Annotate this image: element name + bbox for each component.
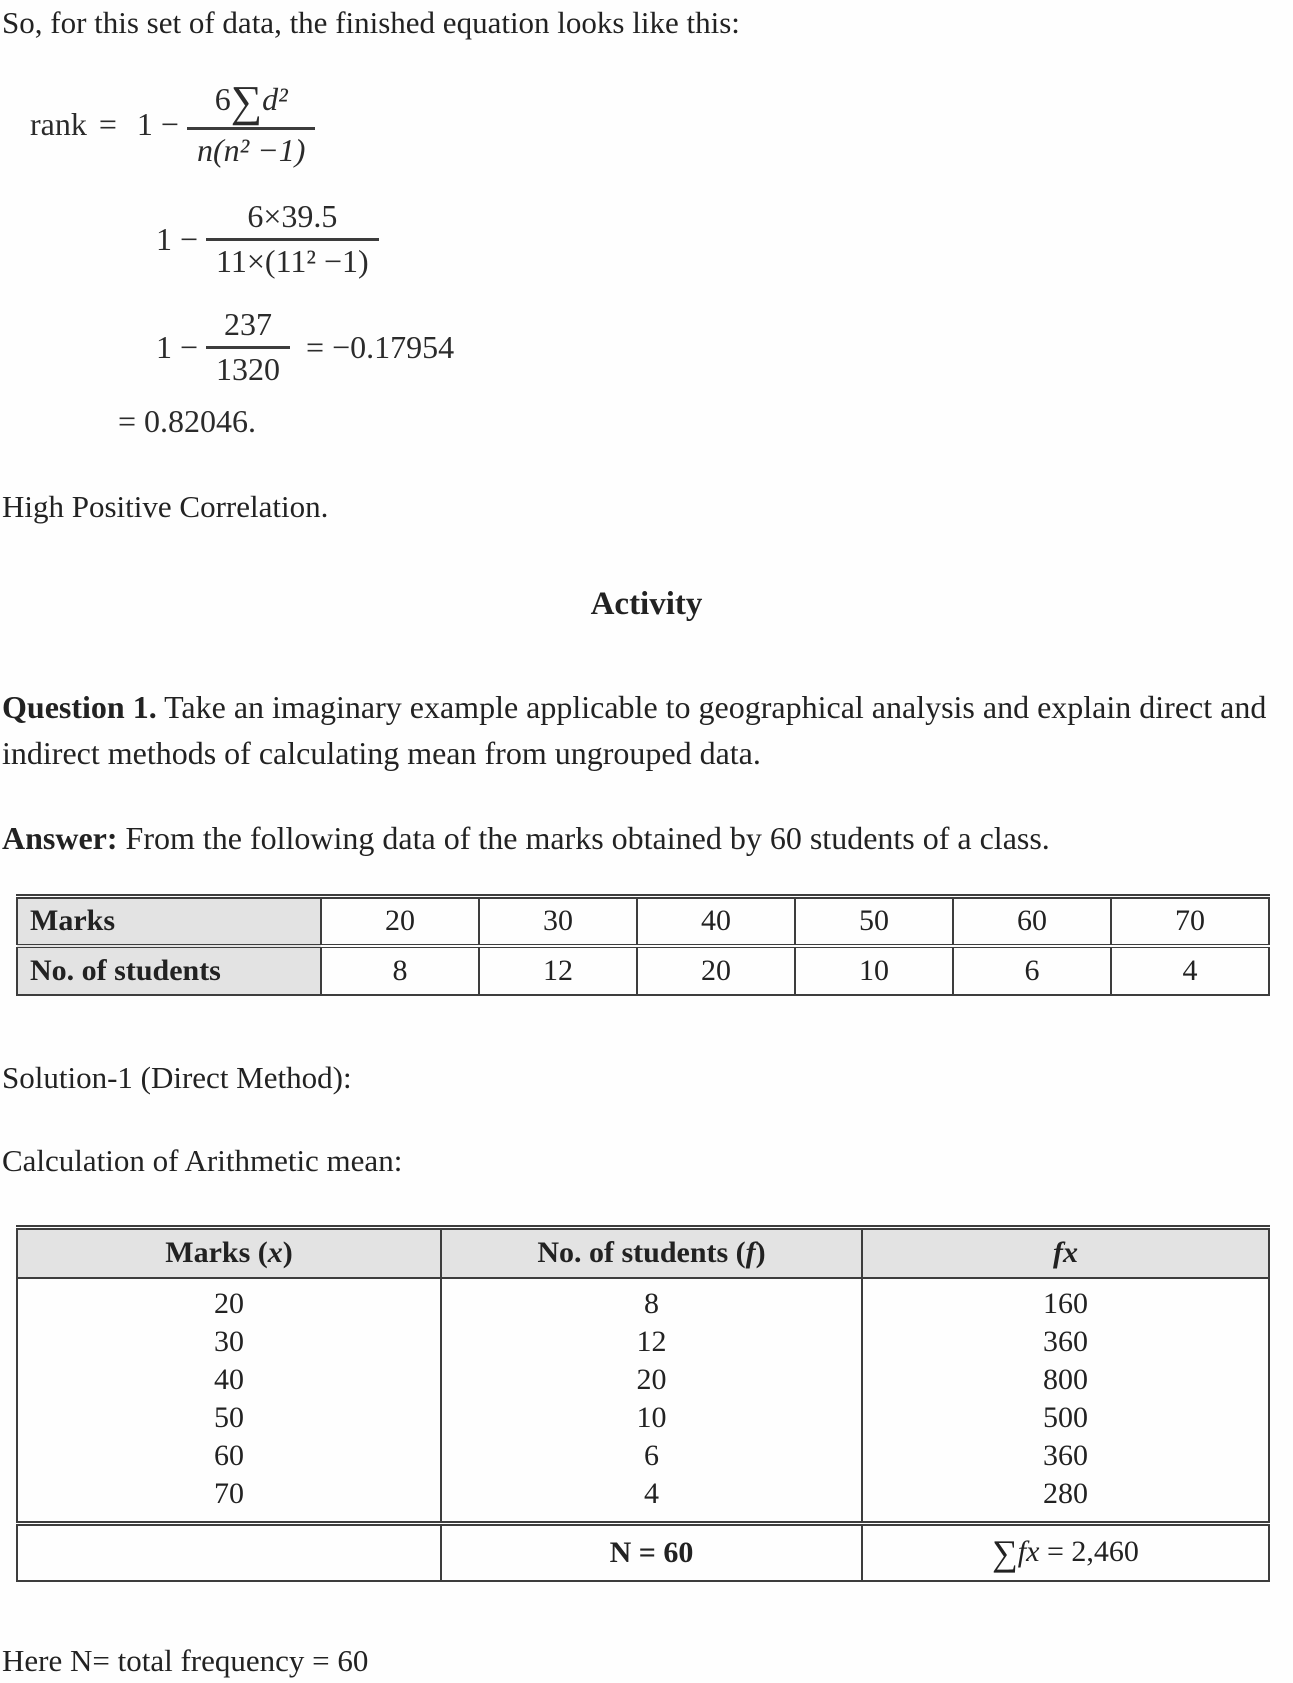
intermediate-result: = −0.17954: [306, 328, 455, 365]
one-minus-term: 1 −: [136, 106, 179, 142]
d-squared-term: d²: [262, 81, 288, 117]
equals-sign: =: [98, 106, 117, 142]
cell-fx: 360: [862, 1437, 1269, 1475]
table-cell-students: 12: [479, 946, 637, 995]
cell-f: 20: [441, 1361, 862, 1399]
final-result-equation: [118, 403, 256, 440]
column-header-fx: [862, 1228, 1269, 1278]
cell-f: 4: [441, 1475, 862, 1524]
question-text: Take an imaginary example applicable to geographical analysis and explain direct and indirect methods of calculating mean from ungrouped data.: [2, 689, 1267, 771]
table-cell-students: 4: [1111, 946, 1269, 995]
table-cell-mark: 30: [479, 897, 637, 946]
fraction-numerator: [187, 77, 316, 127]
rank-label: rank: [30, 106, 87, 142]
cell-x: 70: [17, 1475, 441, 1524]
cell-fx: 360: [862, 1323, 1269, 1361]
fraction-denominator: 1320: [206, 346, 290, 388]
x-variable: x: [267, 1236, 283, 1270]
fraction-numerator: 237: [224, 306, 273, 342]
cell-x: 60: [17, 1437, 441, 1475]
fraction-denominator: 11×(11² −1): [206, 238, 379, 280]
calculation-heading: Calculation of Arithmetic mean:: [2, 1143, 403, 1178]
substitution-fraction: [206, 198, 379, 280]
table-row: [17, 1475, 1269, 1524]
answer-label: Answer:: [2, 820, 118, 856]
table-cell-students: 6: [953, 946, 1111, 995]
conclusion-text: High Positive Correlation.: [2, 489, 329, 524]
solution-heading: Solution-1 (Direct Method):: [2, 1060, 352, 1095]
sigma-symbol: ∑: [230, 77, 263, 126]
table-cell-mark: 60: [953, 897, 1111, 946]
question-label: Question 1.: [2, 689, 157, 725]
f-variable: f: [745, 1236, 756, 1270]
cell-x: 40: [17, 1361, 441, 1399]
rank-equation: [30, 77, 315, 169]
simplified-fraction: [206, 306, 290, 388]
table-row: [17, 1399, 1269, 1437]
one-minus-term: 1 −: [156, 220, 199, 257]
question-paragraph: [2, 684, 1293, 776]
sum-value: = 2,460: [1039, 1534, 1139, 1568]
table-row-marks: [17, 897, 1269, 946]
footer-total-n: N = 60: [441, 1523, 862, 1581]
fraction-denominator: n(n² −1): [187, 127, 316, 169]
table-cell-mark: 40: [637, 897, 795, 946]
simplified-equation: [156, 306, 454, 388]
table-cell-mark: 70: [1111, 897, 1269, 946]
table-cell-mark: 20: [321, 897, 479, 946]
answer-paragraph: [2, 815, 1293, 861]
cell-fx: 160: [862, 1278, 1269, 1323]
table-row-students: [17, 946, 1269, 995]
header-text: ): [282, 1236, 293, 1270]
header-text: Marks (: [165, 1236, 268, 1270]
row-header-students: No. of students: [17, 946, 321, 995]
footnote-text: Here N= total frequency = 60: [2, 1643, 369, 1678]
table-row: [17, 1361, 1269, 1399]
table-footer-row: [17, 1523, 1269, 1581]
cell-x: 50: [17, 1399, 441, 1437]
table-cell-mark: 50: [795, 897, 953, 946]
coefficient: 6: [214, 81, 231, 117]
cell-f: 10: [441, 1399, 862, 1437]
cell-fx: 800: [862, 1361, 1269, 1399]
table-cell-students: 10: [795, 946, 953, 995]
row-header-marks: Marks: [17, 897, 321, 946]
table-row: [17, 1323, 1269, 1361]
header-text: No. of students (: [537, 1236, 746, 1270]
final-result-value: = 0.82046.: [118, 403, 257, 439]
cell-fx: 500: [862, 1399, 1269, 1437]
table-cell-students: 20: [637, 946, 795, 995]
footer-sum-fx: [862, 1523, 1269, 1581]
activity-heading: Activity: [590, 586, 703, 622]
rank-fraction: [187, 77, 316, 169]
cell-f: 8: [441, 1278, 862, 1323]
cell-x: 30: [17, 1323, 441, 1361]
substitution-equation: [156, 198, 379, 280]
cell-f: 12: [441, 1323, 862, 1361]
table-header-row: [17, 1228, 1269, 1278]
footer-empty-cell: [17, 1523, 441, 1581]
column-header-marks: [17, 1228, 441, 1278]
table-row: [17, 1437, 1269, 1475]
intro-text: So, for this set of data, the finished equation looks like this:: [2, 5, 740, 40]
header-text: ): [755, 1236, 766, 1270]
calculation-table: [16, 1225, 1270, 1582]
one-minus-term: 1 −: [156, 328, 199, 365]
cell-x: 20: [17, 1278, 441, 1323]
fraction-numerator: 6×39.5: [247, 198, 338, 234]
column-header-students: [441, 1228, 862, 1278]
table-cell-students: 8: [321, 946, 479, 995]
cell-f: 6: [441, 1437, 862, 1475]
table-row: [17, 1278, 1269, 1323]
fx-variable: fx: [1017, 1534, 1040, 1568]
marks-table: [16, 894, 1270, 996]
answer-text: From the following data of the marks obtained by 60 students of a class.: [125, 820, 1050, 856]
cell-fx: 280: [862, 1475, 1269, 1524]
sigma-symbol: ∑: [992, 1532, 1018, 1573]
fx-variable: fx: [1053, 1236, 1078, 1270]
